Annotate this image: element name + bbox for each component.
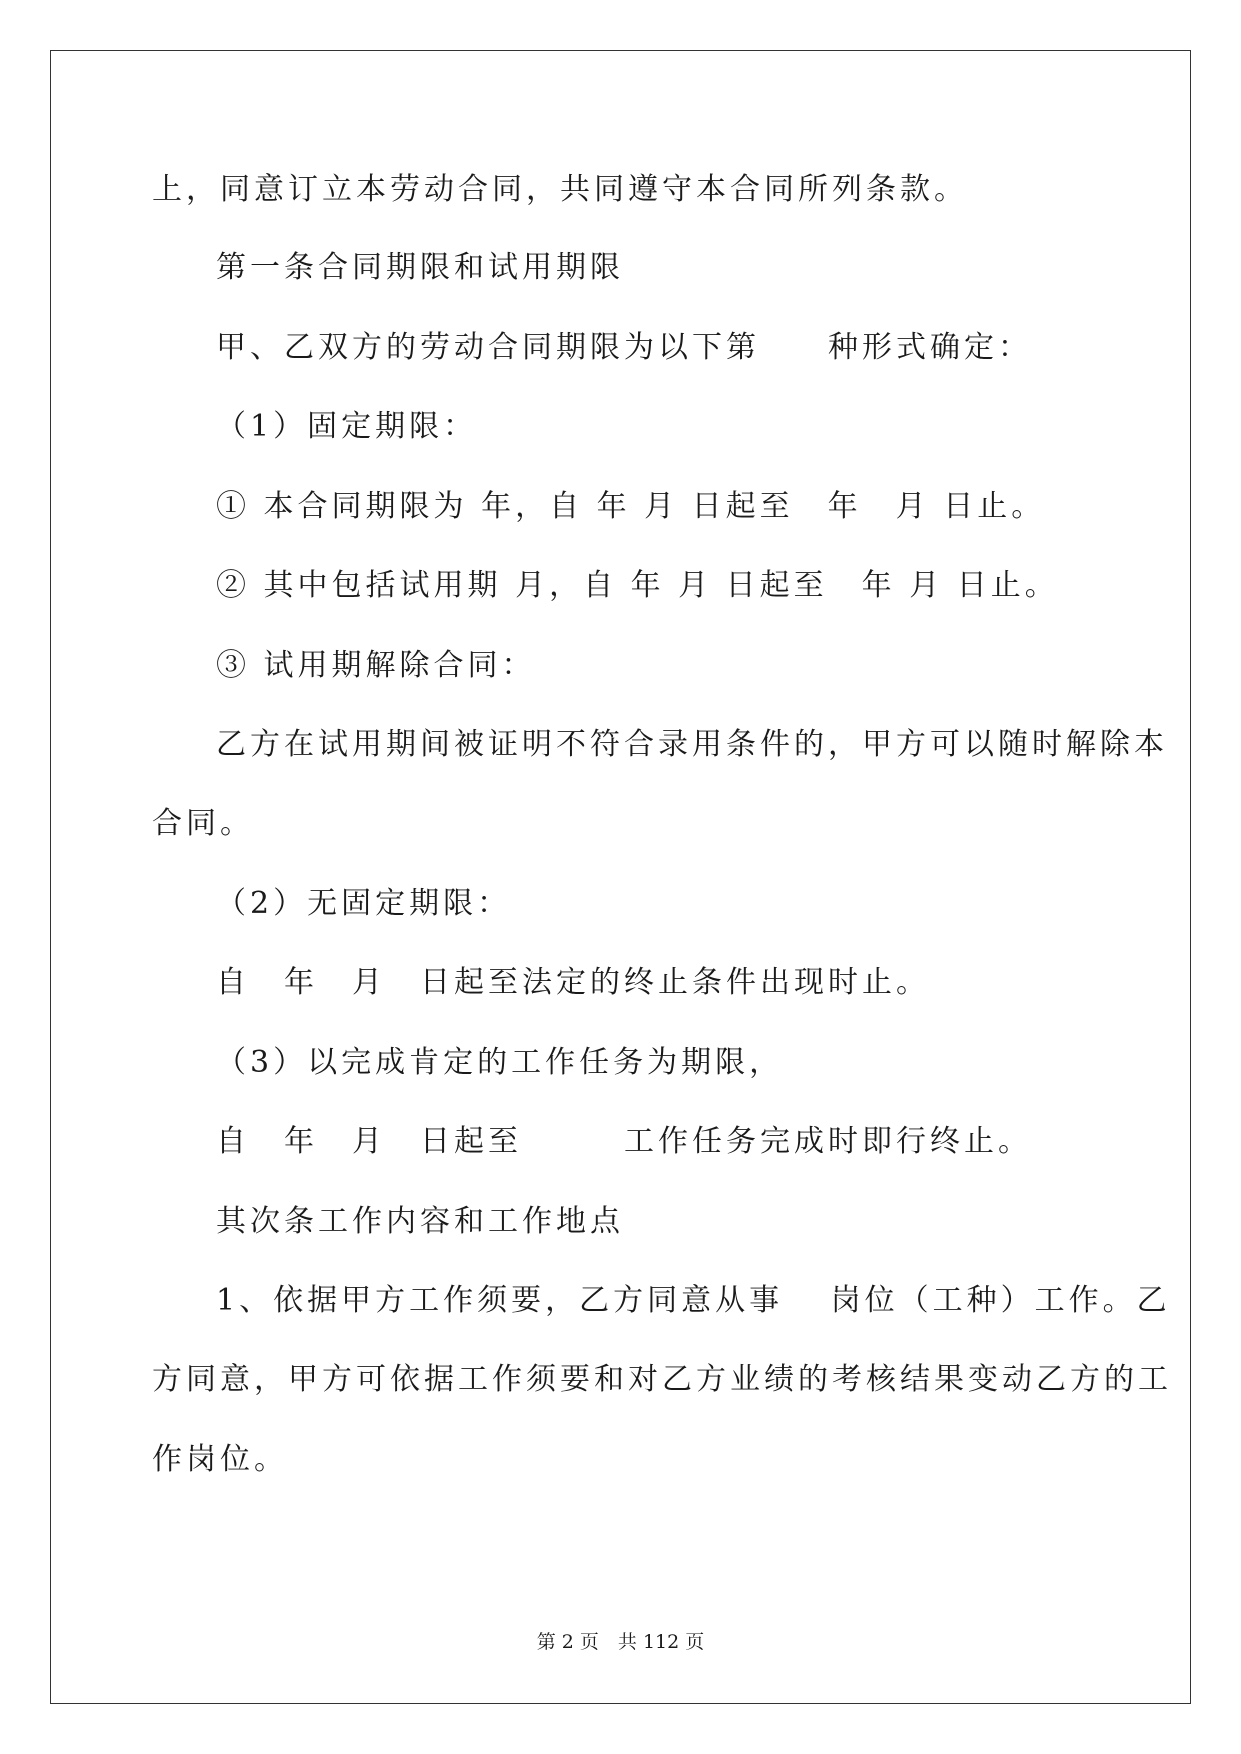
page-number: 第 2 页 共 112 页 [536, 1631, 705, 1653]
text-line: 甲、乙双方的劳动合同期限为以下第 种形式确定： [216, 330, 1032, 365]
section-heading: 第一条合同期限和试用期限 [216, 250, 624, 285]
text-line: （3）以完成肯定的工作任务为期限， [216, 1045, 784, 1080]
text-line: 方同意，甲方可依据工作须要和对乙方业绩的考核结果变动乙方的工 [152, 1362, 1172, 1397]
text-line: ③ 试用期解除合同： [216, 648, 536, 683]
text-line: 自 年 月 日起至法定的终止条件出现时止。 [216, 965, 930, 1000]
text-line: 上，同意订立本劳动合同，共同遵守本合同所列条款。 [152, 172, 968, 207]
text-line: 作岗位。 [152, 1442, 288, 1477]
text-line: 自 年 月 日起至 工作任务完成时即行终止。 [216, 1124, 1032, 1159]
text-line: 合同。 [152, 806, 254, 841]
text-line: ① 本合同期限为 年，自 年 月 日起至 年 月 日止。 [216, 489, 1046, 524]
text-line: 1、依据甲方工作须要，乙方同意从事 岗位（工种）工作。乙 [216, 1283, 1171, 1318]
text-line: 乙方在试用期间被证明不符合录用条件的，甲方可以随时解除本 [216, 727, 1168, 762]
section-heading: 其次条工作内容和工作地点 [216, 1204, 624, 1239]
text-line: （2）无固定期限： [216, 886, 512, 921]
text-line: ② 其中包括试用期 月，自 年 月 日起至 年 月 日止。 [216, 568, 1059, 603]
text-line: （1）固定期限： [216, 409, 478, 444]
